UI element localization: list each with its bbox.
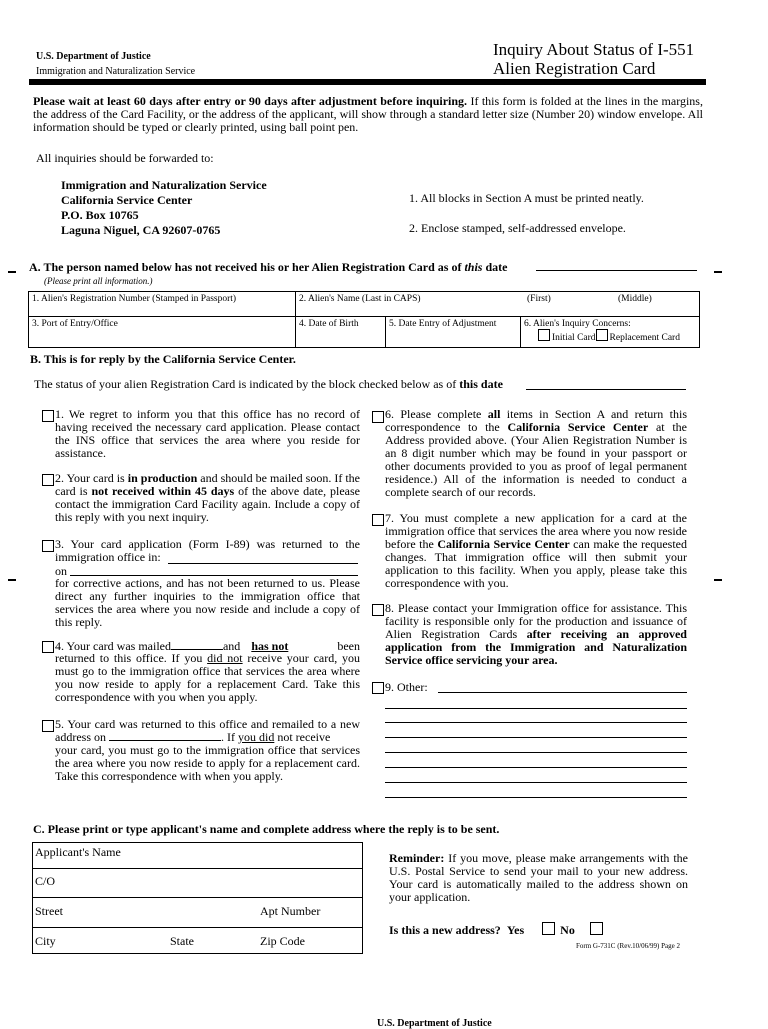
t: California Service Center [507,420,649,434]
other-line[interactable] [438,692,687,693]
item7-text [385,512,687,590]
yes-checkbox[interactable] [542,922,555,935]
other-line[interactable] [385,767,687,768]
item8-text [385,602,687,667]
fold-mark [8,579,16,581]
item3-text-a: 3. Your card application (Form I-89) was returned to the immigration office in: [55,537,360,564]
applicant-name-line[interactable] [33,868,362,869]
t: 4. Your card was mailed [55,639,171,653]
fold-mark [8,271,16,273]
item9-label: 9. Other: [385,680,428,694]
co-label: C/O [35,874,56,888]
t: not receive [274,730,331,744]
item4-checkbox[interactable] [42,641,54,653]
address-line1: Immigration and Naturalization Service [61,178,267,192]
other-line[interactable] [385,782,687,783]
city-label: City [35,934,56,948]
next-page-partial-text: U.S. Department of Justice [377,1018,492,1029]
t: returned to this office. If you [55,651,208,665]
form-number: Form G-731C (Rev.10/06/99) Page 2 [576,942,680,950]
section-a-date-line [536,270,697,271]
status-text: The status of your alien Registration Card is indicated by the block checked below as of [34,377,460,391]
note-2: 2. Enclose stamped, self-addressed envelope. [409,221,626,235]
section-c-heading: C. Please print or type applicant's name and complete address where the reply is to be sent. [33,822,500,836]
t: in production [127,471,198,485]
no-label: No [560,923,575,937]
remailed-date-line[interactable] [109,740,221,741]
other-line[interactable] [385,752,687,753]
reminder-paragraph [389,852,688,904]
port-of-entry-field[interactable] [28,316,296,348]
item3-checkbox[interactable] [42,540,54,552]
date-of-birth-field[interactable] [295,316,386,348]
t: 8. Please contact your Immigration office for assistance. This facility is responsible only for the production and issuance of Alien Registration Cards [385,601,687,641]
t: receive your card, you must go to the immigration office that services the area where you now reside to apply for a replacement Card. Take this correspondence with you when you apply. [55,651,361,704]
question-text: Is this a new address? [389,923,501,937]
other-line[interactable] [385,708,687,709]
t: 6. Please complete [385,407,488,421]
service-name: Immigration and Naturalization Service [36,66,196,77]
department-name: U.S. Department of Justice [36,51,151,62]
field-label: 4. Date of Birth [299,319,359,329]
item3-text-b: for corrective actions, and has not been returned to us. Please direct any further inquiries to the immigration office that services the area where you now reside and include a copy of this reply. [55,576,360,629]
address-line4: Laguna Niguel, CA 92607-0765 [61,223,221,237]
zip-label: Zip Code [260,934,305,948]
address-line3: P.O. Box 10765 [61,208,139,222]
section-a-heading-date: date [482,260,508,274]
item5-text-c: your card, you must go to the immigration office that services the area where you now reside to apply for a replacement card. Take this correspondence with when you apply. [55,743,360,783]
status-bold: this date [459,377,503,391]
address-line2: California Service Center [61,193,193,207]
t: did not [207,651,243,665]
t: at the Address provided above. (Your Alien Registration Number is an 8 digit number which may be found in your passport or other documents provided to you as proof of legal permanent residence.) All of the information is needed to conduct a complete search of our records. [385,420,687,499]
first-name-label: (First) [527,294,551,304]
t: you did [238,730,275,744]
other-line[interactable] [385,722,687,723]
middle-name-label: (Middle) [618,294,652,304]
reminder-label: Reminder: [389,851,445,865]
item1-text: 1. We regret to inform you that this office has no record of having received the necessary card application. Please contact the INS office that services the area where you reside for assistance. [55,407,360,460]
t: California Service Center [437,537,570,551]
address-block [61,178,267,238]
applicant-address-box [32,842,363,954]
no-checkbox[interactable] [590,922,603,935]
alien-name-field[interactable] [295,291,700,317]
status-date-line [526,389,686,390]
item8-checkbox[interactable] [372,604,384,616]
item3-on: on [55,564,67,578]
new-address-question [389,922,605,938]
street-line[interactable] [33,927,362,928]
reminder-text: If you move, please make arrangements with the U.S. Postal Service to send your mail to your new address. Your card is automatically mailed to the address shown on your application. [389,851,688,904]
section-a-subnote: (Please print all information.) [44,276,153,286]
street-label: Street [35,904,63,918]
note-1: 1. All blocks in Section A must be printed neatly. [409,191,644,205]
form-title-line1: Inquiry About Status of I-551 [493,40,695,59]
form-title-line2: Alien Registration Card [493,59,656,78]
item4-text [55,652,360,704]
intro-paragraph [33,95,703,134]
t: 7. You must complete a new application for a card at the immigration office that services the area where you now reside before the [385,511,687,551]
date-entry-adjustment-field[interactable] [385,316,521,348]
applicant-name-label: Applicant's Name [35,845,121,859]
t: after receiving an approved application from the Immigration and Naturalization Service office servicing your area. [385,627,687,667]
item6-text [385,408,687,499]
t: and [222,639,241,653]
inquiry-concerns-field [520,316,700,348]
intro-text: If this form is folded at the lines in the margins, the address of the Card Facility, or the address of the applicant, will show through a standard letter size (Number 20) window envelope. All information should be typed or clearly printed, using ball point pen. [33,94,703,134]
item2-text [55,472,360,524]
state-label: State [170,934,194,948]
item9-checkbox[interactable] [372,682,384,694]
header-rule [29,79,706,85]
item5-text-a [55,718,360,744]
section-a-heading-text: A. The person named below has not received his or her Alien Registration Card as of [29,260,465,274]
item3-office-line[interactable] [168,563,358,564]
fold-mark [714,271,722,273]
replacement-card-checkbox[interactable] [596,329,608,341]
section-a-heading-this: this [464,260,483,274]
item1-checkbox[interactable] [42,410,54,422]
fold-mark [714,579,722,581]
field-label: 1. Alien's Registration Number (Stamped in Passport) [32,294,237,304]
t: 5. Your card was returned to this office and remailed to a new address on [55,717,360,744]
alien-registration-number-field[interactable] [28,291,296,317]
t: items in Section A and return this correspondence to the [385,407,687,434]
t: of the above date, please contact the immigration Card Facility again. Include a copy of this reply with you next inquiry. [55,484,360,524]
t: has not [251,639,289,653]
other-line[interactable] [385,797,687,798]
field-label: 2. Alien's Name (Last in CAPS) [299,294,421,304]
t: been [337,639,360,653]
t: can make the requested changes. That immigration office will then submit your application to this facility. When you apply, please take this correspondence with you. [385,537,688,590]
section-b-heading: B. This is for reply by the California Service Center. [30,352,296,366]
initial-card-checkbox[interactable] [538,329,550,341]
t: all [487,407,501,421]
other-line[interactable] [385,737,687,738]
t: not received within 45 days [91,484,235,498]
item2-checkbox[interactable] [42,474,54,486]
initial-card-label: Initial Card [552,333,596,343]
section-a-heading [29,260,507,275]
item6-checkbox[interactable] [372,411,384,423]
t: and should be mailed soon. If the card is [55,471,361,498]
field-label: 6. Alien's Inquiry Concerns: [524,319,631,329]
intro-bold: Please wait at least 60 days after entry or 90 days after adjustment before inquiring. [33,94,468,108]
item5-checkbox[interactable] [42,720,54,732]
section-b-status [34,377,503,392]
field-label: 3. Port of Entry/Office [32,319,118,329]
yes-label: Yes [506,923,525,937]
apt-label: Apt Number [260,904,321,918]
item7-checkbox[interactable] [372,514,384,526]
t: . If [221,730,238,744]
replacement-card-label: Replacement Card [609,333,680,343]
field-label: 5. Date Entry of Adjustment [389,319,497,329]
co-line[interactable] [33,897,362,898]
forwarded-text: All inquiries should be forwarded to: [36,151,214,165]
t: 2. Your card is [55,471,128,485]
mailed-date-line[interactable] [171,649,223,650]
